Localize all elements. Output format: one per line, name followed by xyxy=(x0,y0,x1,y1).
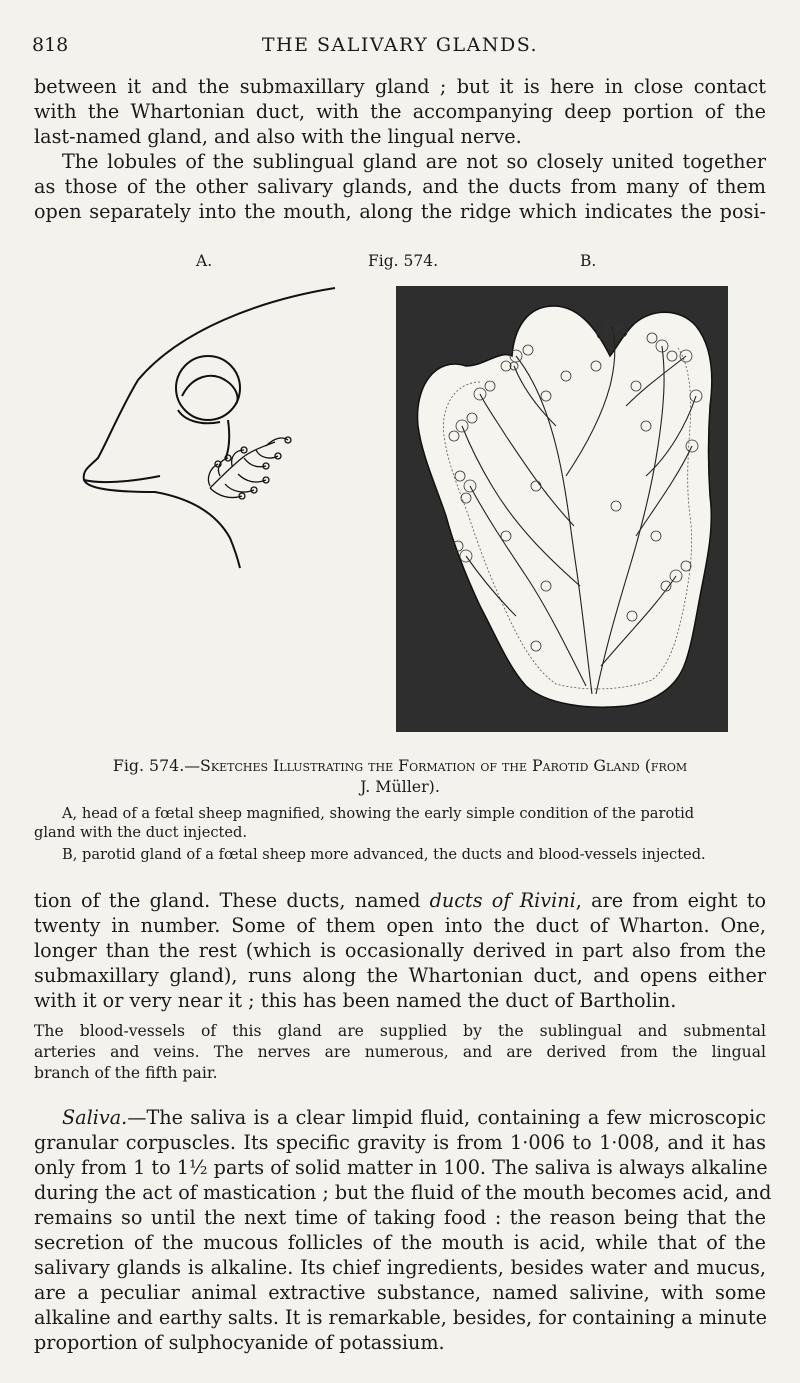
figure-label-a: A. xyxy=(196,252,213,270)
figure-caption-title xyxy=(34,755,766,797)
text-line: remains so until the next time of taking food : the reason being that the xyxy=(34,1206,766,1229)
text-line: during the act of mastication ; but the fluid of the mouth becomes acid, and xyxy=(34,1181,772,1204)
text-line: longer than the rest (which is occasionally derived in part also from the xyxy=(34,939,766,962)
parotid-gland-drawing xyxy=(396,286,728,732)
text-line: with the Whartonian duct, with the accompanying deep portion of the xyxy=(34,100,766,123)
sheep-head-drawing xyxy=(60,270,390,570)
text-line: The lobules of the sublingual gland are not so closely united together xyxy=(62,150,766,173)
caption-title-text: —Sketches Illustrating the Formation of the Parotid Gland (from xyxy=(184,756,688,775)
italic-term: ducts of Rivini xyxy=(429,889,576,912)
text-line xyxy=(34,1105,766,1130)
text-line: with it or very near it ; this has been named the duct of Bartholin. xyxy=(34,989,677,1012)
caption-title-line2: J. Müller). xyxy=(360,777,440,796)
figure-label-b: B. xyxy=(580,252,597,270)
text-line: open separately into the mouth, along the ridge which indicates the posi- xyxy=(34,200,766,223)
figure-a-sheep-head xyxy=(60,270,390,570)
text-line: branch of the fifth pair. xyxy=(34,1064,218,1082)
text-line: granular corpuscles. Its specific gravity is from 1·006 to 1·008, and it has xyxy=(34,1131,766,1154)
paragraph-blood-vessels xyxy=(34,1021,766,1084)
text-line: as those of the other salivary glands, and the ducts from many of them xyxy=(34,175,766,198)
text-line: are a peculiar animal extractive substance, named salivine, with some xyxy=(34,1281,766,1304)
text-line: alkaline and earthy salts. It is remarkable, besides, for containing a minute xyxy=(34,1306,767,1329)
text-line: only from 1 to 1½ parts of solid matter in 100. The saliva is always alkaline xyxy=(34,1156,768,1179)
text-line: salivary glands is alkaline. Its chief ingredients, besides water and mucus, xyxy=(34,1256,766,1279)
caption-a-text-cont: gland with the duct injected. xyxy=(34,824,247,841)
section-heading-saliva: Saliva. xyxy=(62,1106,128,1129)
figure-number: Fig. 574. xyxy=(368,252,438,270)
text-line-rest: —The saliva is a clear limpid fluid, containing a few microscopic xyxy=(127,1106,766,1129)
text-line: twenty in number. Some of them open into the duct of Wharton. One, xyxy=(34,914,766,937)
figure-b-parotid-gland xyxy=(396,286,728,732)
text-line-start: tion of the gland. These ducts, named xyxy=(34,889,430,912)
text-line-end: , are from eight to xyxy=(575,889,766,912)
text-line: proportion of sulphocyanide of potassium. xyxy=(34,1331,445,1354)
page-header xyxy=(32,34,768,62)
caption-a-text: A, head of a fœtal sheep magnified, showing the early simple condition of the parotid xyxy=(62,805,695,822)
caption-figure-number: Fig. 574. xyxy=(112,756,185,775)
paragraph-ducts-of-rivini xyxy=(34,888,766,1013)
running-head: THE SALIVARY GLANDS. xyxy=(261,34,539,56)
text-line xyxy=(34,888,766,913)
text-line: secretion of the mucous follicles of the mouth is acid, while that of the xyxy=(34,1231,766,1254)
text-line: submaxillary gland), runs along the Whartonian duct, and opens either xyxy=(34,964,766,987)
caption-b-text: B, parotid gland of a fœtal sheep more advanced, the ducts and blood-vessels injected. xyxy=(62,846,706,863)
paragraph-continuation xyxy=(34,74,766,149)
text-line: arteries and veins. The nerves are numerous, and are derived from the lingual xyxy=(34,1043,766,1061)
paragraph-saliva xyxy=(34,1105,772,1355)
text-line: last-named gland, and also with the lingual nerve. xyxy=(34,125,522,148)
text-line: between it and the submaxillary gland ; but it is here in close contact xyxy=(34,75,766,98)
text-line: The blood-vessels of this gland are supplied by the sublingual and submental xyxy=(34,1022,766,1040)
paragraph-sublingual-lobules xyxy=(34,149,766,224)
page-number: 818 xyxy=(32,34,69,56)
